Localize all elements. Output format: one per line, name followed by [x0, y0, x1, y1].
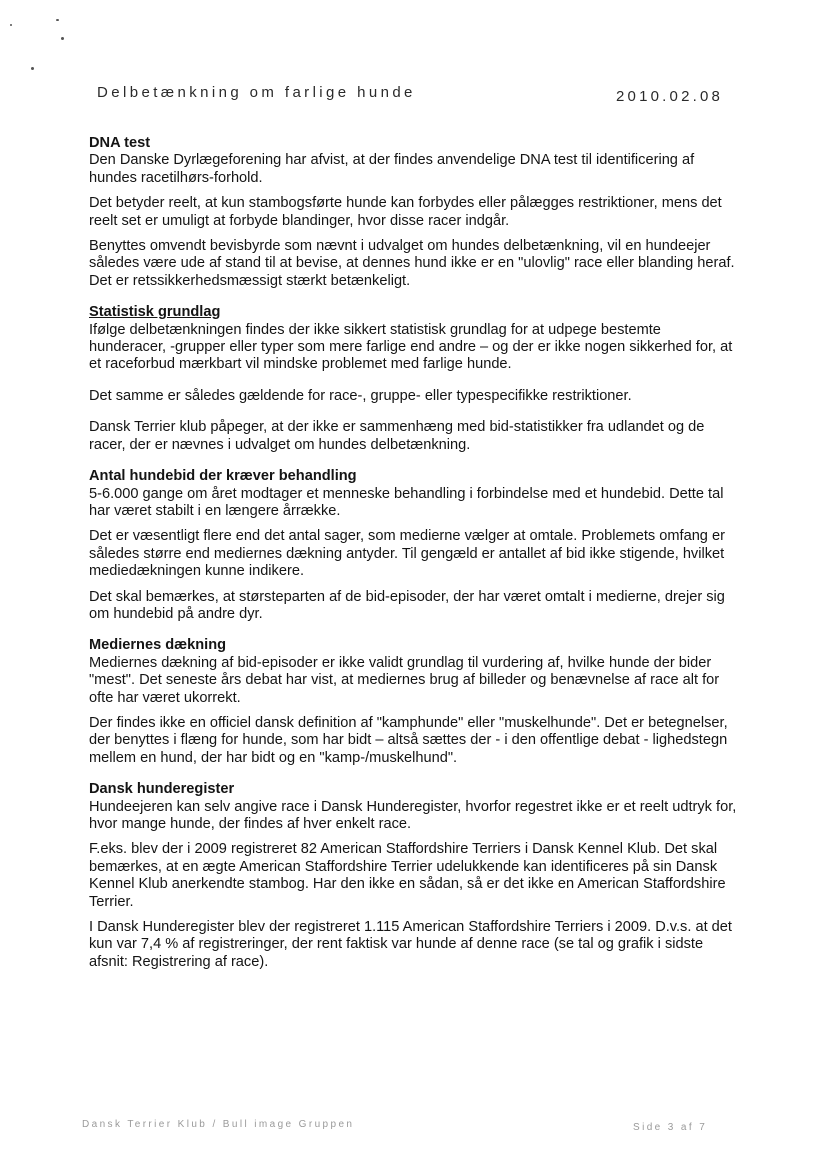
heading-antal-hundebid: Antal hundebid der kræver behandling: [89, 468, 357, 485]
document-body: [89, 135, 741, 979]
scan-speck: [31, 67, 34, 70]
heading-dna-test: DNA test: [89, 135, 151, 151]
page-number: Side 3 af 7: [633, 1122, 708, 1133]
paragraph: Mediernes dækning af bid-episoder er ikke validt grundlag til vurdering af, hvilke hunde der bider "mest". Det seneste års debat har vist, at mediernes brug af billeder og benævnelse af race alt for ofte har været ukorrekt.: [89, 654, 720, 706]
paragraph: 5-6.000 gange om året modtager et menneske behandling i forbindelse med et hundebid. Dette tal har været stabilt i en længere årrække.: [89, 485, 724, 519]
paragraph: Benyttes omvendt bevisbyrde som nævnt i udvalget om hundes delbetænkning, vil en hundeejer således være ude af stand til at bevise, at dennes hund ikke er en "ulovlig" race eller blanding heraf. Det er retssikkerhedsmæssigt stærkt betænkeligt.: [89, 238, 735, 289]
paragraph: Der findes ikke en officiel dansk definition af "kamphunde" eller "muskelhunde". Det er betegnelser, der benyttes i flæng for hunde, som har bidt – altså sættes der - i den offentlige debat - lighedstegn mellem en hund, der har bidt og en "kamp-/muskelhund".: [89, 714, 728, 766]
scan-speck: [61, 37, 64, 40]
footer-organization: Dansk Terrier Klub / Bull image Gruppen: [82, 1119, 355, 1130]
heading-mediernes-daekning: Mediernes dækning: [89, 637, 227, 654]
scan-speck: [56, 19, 59, 21]
document-title: Delbetænkning om farlige hunde: [97, 84, 416, 101]
heading-statistisk-grundlag: Statistisk grundlag: [89, 304, 221, 321]
paragraph: Dansk Terrier klub påpeger, at der ikke er sammenhæng med bid-statistikker fra udlandet og de racer, der er nævnes i udvalget om hundes delbetænkning.: [89, 419, 705, 453]
paragraph: F.eks. blev der i 2009 registreret 82 American Staffordshire Terriers i Dansk Kennel Klub. Det skal bemærkes, at en ægte American Staffordshire Terrier udelukkende kan identificeres på sin Dansk Kennel Klub anerkendte stambog. Har den ikke en sådan, så er det ikke en American Staffordshire Terrier.: [89, 841, 726, 910]
paragraph: Det skal bemærkes, at størsteparten af de bid-episoder, der har været omtalt i medierne, drejer sig om hundebid på andre dyr.: [89, 588, 725, 622]
scan-speck: [10, 24, 12, 26]
paragraph: Hundeejeren kan selv angive race i Dansk Hunderegister, hvorfor regestret ikke er et reelt udtryk for, hvor mange hunde, der findes af hver enkelt race.: [89, 798, 737, 832]
document-date: 2010.02.08: [616, 88, 724, 105]
paragraph: Det betyder reelt, at kun stambogsførte hunde kan forbydes eller pålægges restriktioner, mens det reelt set er umuligt at forbyde blandinger, hvor disse racer indgår.: [89, 195, 722, 229]
paragraph: Det samme er således gældende for race-, gruppe- eller typespecifikke restriktioner.: [89, 387, 632, 404]
paragraph: I Dansk Hunderegister blev der registreret 1.115 American Staffordshire Terriers i 2009. D.v.s. at det kun var 7,4 % af registreringer, der rent faktisk var hunde af denne race (se tal og grafik i sidste afsnit: Registrering af race).: [89, 919, 732, 970]
heading-dansk-hunderegister: Dansk hunderegister: [89, 781, 235, 798]
paragraph: Det er væsentligt flere end det antal sager, som medierne vælger at omtale. Problemets omfang er således større end mediernes dækning antyder. Til gengæld er antallet af bid ikke stigende, hvilket mediedækningen kunne indikere.: [89, 528, 725, 580]
paragraph: Ifølge delbetænkningen findes der ikke sikkert statistisk grundlag for at udpege bestemte hunderacer, -grupper eller typer som mere farlige end andre – og der er ikke nogen sikkerhed for, at et raceforbud mærkbart vil mindske problemet med farlige hunde.: [89, 321, 733, 373]
paragraph: Den Danske Dyrlægeforening har afvist, at der findes anvendelige DNA test til identificering af hundes racetilhørs-forhold.: [89, 152, 695, 186]
